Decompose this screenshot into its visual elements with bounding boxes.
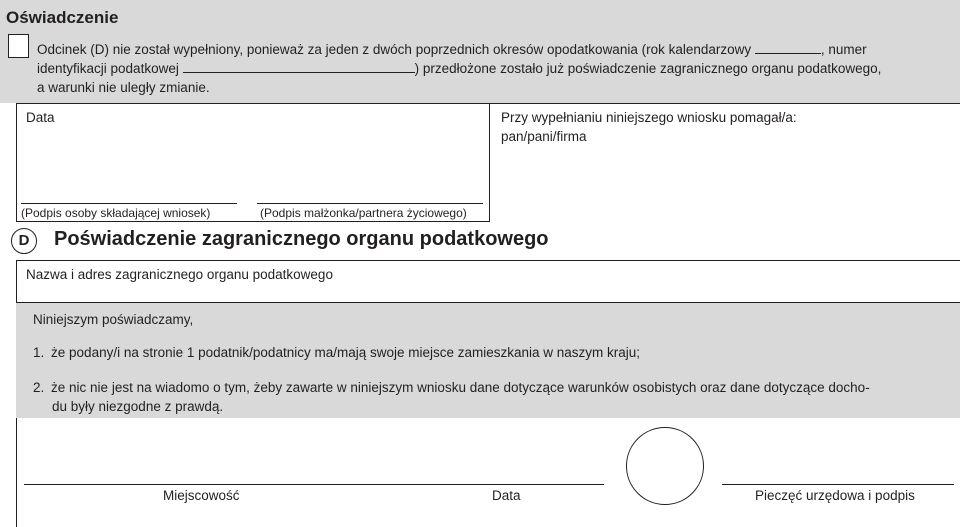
tax-year-field[interactable]	[755, 40, 821, 54]
applicant-signature-line[interactable]	[21, 203, 237, 204]
name-address-label: Nazwa i adres zagranicznego organu podatkowego	[26, 267, 333, 282]
section-d-badge: D	[11, 228, 37, 254]
statement-line-2: identyfikacji podatkowej ) przedłożone zostało już poświadczenie zagranicznego organu podatkowego,	[37, 61, 882, 76]
certification-item-2: 2. że nic nie jest na wiadomo o tym, żeby zawarte w niniejszym wniosku dane dotyczące warunków osobistych oraz dane dotyczące docho-	[33, 380, 870, 395]
spouse-signature-line[interactable]	[257, 203, 483, 204]
bottom-box-left-border	[16, 418, 17, 527]
official-stamp-circle[interactable]	[626, 427, 704, 505]
statement-checkbox[interactable]	[8, 34, 29, 58]
statement-line-1: Odcinek (D) nie został wypełniony, ponieważ za jeden z dwóch poprzednich okresów opodatkowania (rok kalendarzowy , numer	[37, 42, 867, 57]
place-label: Miejscowość	[163, 488, 240, 503]
certification-intro: Niniejszym poświadczamy,	[33, 312, 194, 327]
place-line[interactable]	[24, 484, 604, 485]
page-title: Oświadczenie	[6, 8, 119, 27]
certification-item-1: 1. że podany/i na stronie 1 podatnik/podatnicy ma/mają swoje miejsce zamieszkania w naszym kraju;	[33, 345, 641, 360]
header-band	[0, 0, 960, 33]
sig-box-divider	[489, 103, 490, 221]
stamp-label: Pieczęć urzędowa i podpis	[755, 488, 915, 503]
sig-box-top-border	[16, 103, 960, 104]
name-box-left-border	[16, 260, 17, 302]
name-box-top-border	[16, 260, 960, 261]
stamp-line[interactable]	[722, 484, 954, 485]
date-label: Data	[26, 110, 55, 125]
sig-box-left-border	[16, 103, 17, 221]
certification-top-border	[16, 302, 960, 303]
statement-line-3: a warunki nie uległy zmianie.	[37, 80, 210, 95]
sig-box-bottom-border	[16, 221, 490, 222]
spouse-signature-label: (Podpis małżonka/partnera życiowego)	[260, 206, 467, 220]
tax-id-field[interactable]	[183, 59, 415, 73]
footer-date-label: Data	[492, 488, 521, 503]
helper-label: Przy wypełnianiu niniejszego wniosku pomagał/a: pan/pani/firma	[501, 110, 797, 144]
section-d-title: Poświadczenie zagranicznego organu podatkowego	[54, 228, 549, 250]
certification-item-2-cont: du były niezgodne z prawdą.	[52, 399, 224, 414]
applicant-signature-label: (Podpis osoby składającej wniosek)	[21, 206, 211, 220]
